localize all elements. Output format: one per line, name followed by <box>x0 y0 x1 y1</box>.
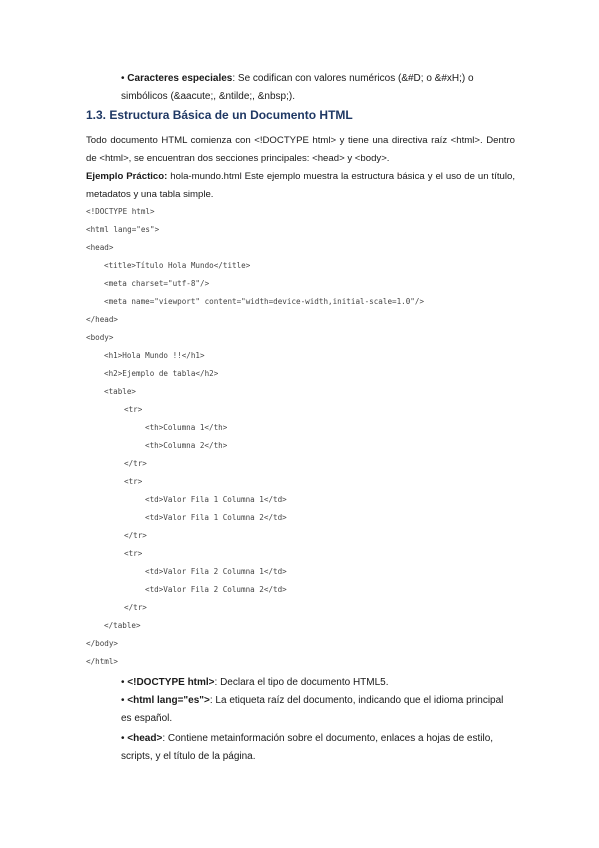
code-line: </tr> <box>124 459 147 468</box>
bullet-text: : La etiqueta raíz del documento, indicando que el idioma principal es español. <box>121 695 504 724</box>
code-line: <body> <box>86 333 114 342</box>
bullet-label: <html lang="es"> <box>127 695 210 706</box>
bullet-text: : Se codifican con valores numéricos (&#D; o &#xH;) o simbólicos (&aacute;, &ntilde;, &nbsp;). <box>121 73 474 102</box>
code-line: </tr> <box>124 531 147 540</box>
code-line: <td>Valor Fila 2 Columna 2</td> <box>145 585 287 594</box>
code-line: <meta charset="utf-8"/> <box>104 279 210 288</box>
code-line: <head> <box>86 243 114 252</box>
code-line: <h2>Ejemplo de tabla</h2> <box>104 369 219 378</box>
bullet-doctype: • <!DOCTYPE html>: Declara el tipo de documento HTML5. <box>121 677 389 688</box>
bullet-html-lang: • <html lang="es">: La etiqueta raíz del documento, indicando que el idioma principal es español. <box>121 695 504 724</box>
code-line: <!DOCTYPE html> <box>86 207 155 216</box>
code-line: <tr> <box>124 477 143 486</box>
bullet-text: : Declara el tipo de documento HTML5. <box>214 677 389 688</box>
code-line: <th>Columna 2</th> <box>145 441 228 450</box>
example-label: Ejemplo Práctico: <box>86 171 168 182</box>
example-text: hola-mundo.html Este ejemplo muestra la estructura básica y el uso de un título, metadatos y una tabla simple. <box>86 171 515 200</box>
intro-paragraph: Todo documento HTML comienza con <!DOCTYPE html> y tiene una directiva raíz <html>. Dentro de <html>, se encuentran dos secciones principales: <head> y <body>. <box>86 135 515 164</box>
bullet-head: • <head>: Contiene metainformación sobre el documento, enlaces a hojas de estilo, scripts, y el título de la página. <box>121 733 494 762</box>
code-line: <td>Valor Fila 1 Columna 1</td> <box>145 495 287 504</box>
code-line: <html lang="es"> <box>86 225 160 234</box>
code-line: <td>Valor Fila 1 Columna 2</td> <box>145 513 287 522</box>
code-line: <tr> <box>124 405 143 414</box>
bullet-label: <!DOCTYPE html> <box>127 677 215 688</box>
code-line: </body> <box>86 639 119 648</box>
section-heading: 1.3. Estructura Básica de un Documento HTML <box>86 108 353 122</box>
code-line: </tr> <box>124 603 147 612</box>
code-line: </head> <box>86 315 119 324</box>
code-line: <table> <box>104 387 137 396</box>
example-paragraph <box>86 168 515 204</box>
code-line: <td>Valor Fila 2 Columna 1</td> <box>145 567 287 576</box>
code-line: </html> <box>86 657 119 666</box>
bullet-label: <head> <box>127 733 163 744</box>
bullet-text: : Contiene metainformación sobre el documento, enlaces a hojas de estilo, scripts, y el título de la página. <box>121 733 494 762</box>
bullet-special-characters: • Caracteres especiales: Se codifican con valores numéricos (&#D; o &#xH;) o simbólicos (&aacute;, &ntilde;, &nbsp;). <box>121 73 474 102</box>
code-line: <th>Columna 1</th> <box>145 423 228 432</box>
code-line: <h1>Hola Mundo !!</h1> <box>104 351 205 360</box>
bullet-label: Caracteres especiales <box>127 73 233 84</box>
code-line: <title>Título Hola Mundo</title> <box>104 261 251 270</box>
code-line: <meta name="viewport" content="width=device-width,initial-scale=1.0"/> <box>104 297 425 306</box>
code-line: </table> <box>104 621 141 630</box>
code-line: <tr> <box>124 549 143 558</box>
